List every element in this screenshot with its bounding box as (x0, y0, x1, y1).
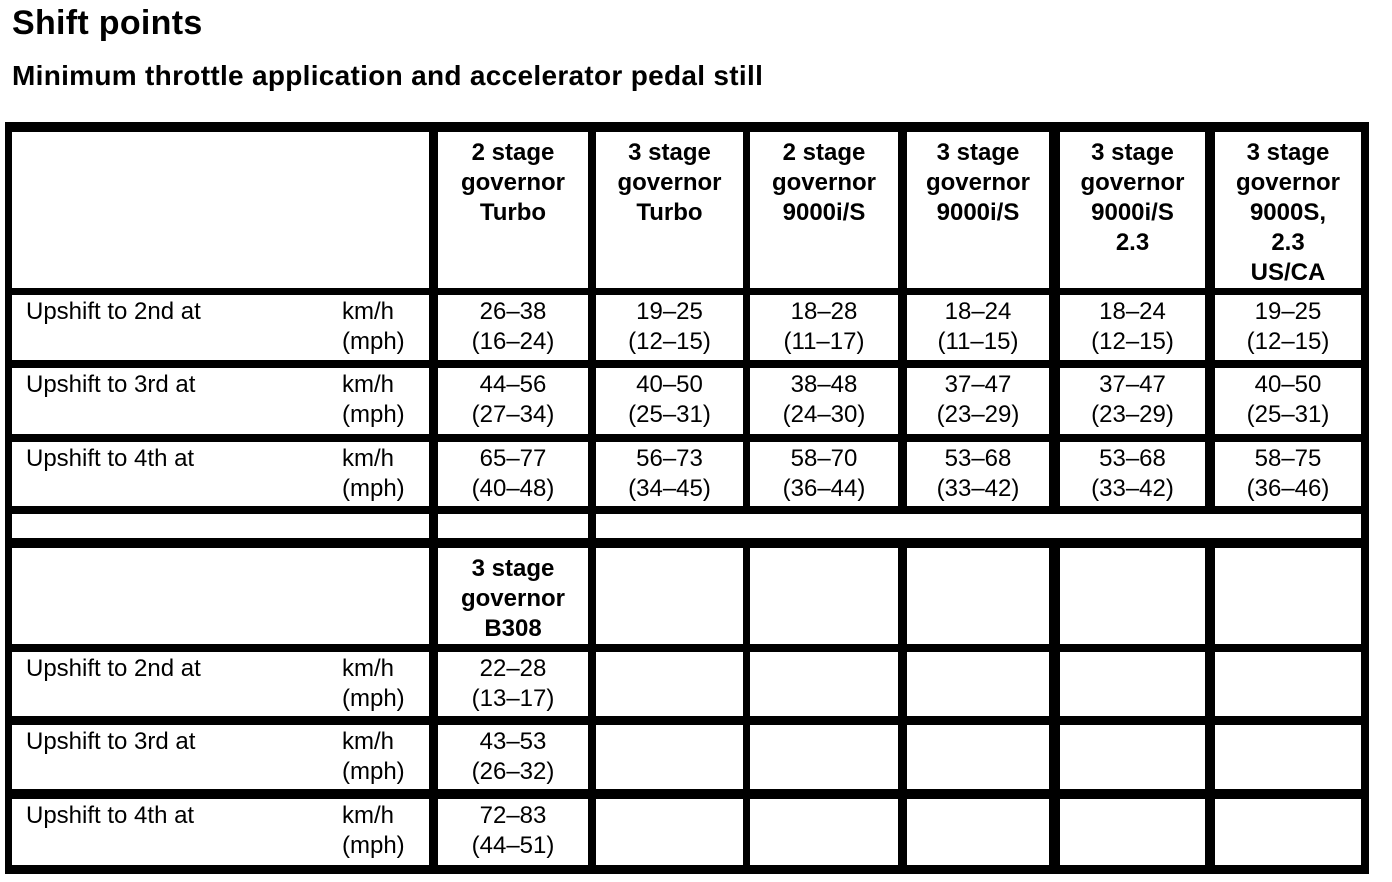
spacer-cell (438, 514, 588, 538)
column-header: 3 stage governor 9000i/S (907, 132, 1049, 288)
empty-cell (907, 548, 1049, 644)
spacer-cell (596, 514, 1361, 538)
column-header: 3 stage governor 9000S, 2.3 US/CA (1215, 132, 1361, 288)
column-header: 3 stage governor B308 (438, 548, 588, 644)
empty-cell (1215, 799, 1361, 865)
table-cell: 18–24 (11–15) (907, 295, 1049, 360)
empty-cell (750, 799, 898, 865)
empty-cell (1060, 652, 1205, 716)
empty-cell (596, 725, 743, 789)
row-label: Upshift to 3rd at km/h (mph) (12, 725, 429, 789)
row-label: Upshift to 2nd at km/h (mph) (12, 652, 429, 716)
table-cell: 58–75 (36–46) (1215, 442, 1361, 506)
table-cell: 43–53 (26–32) (438, 725, 588, 789)
column-header: 3 stage governor Turbo (596, 132, 743, 288)
table-cell: 53–68 (33–42) (907, 442, 1049, 506)
column-header: 3 stage governor 9000i/S 2.3 (1060, 132, 1205, 288)
table-cell: 65–77 (40–48) (438, 442, 588, 506)
column-header: 2 stage governor Turbo (438, 132, 588, 288)
unit-label: km/h (mph) (342, 371, 405, 428)
table-cell: 38–48 (24–30) (750, 368, 898, 434)
table-cell: 19–25 (12–15) (596, 295, 743, 360)
unit-label: km/h (mph) (342, 445, 405, 502)
shift-points-table (5, 122, 1369, 874)
empty-cell (596, 652, 743, 716)
header-empty-cell (12, 548, 429, 644)
row-label: Upshift to 4th at km/h (mph) (12, 442, 429, 506)
empty-cell (596, 799, 743, 865)
page-title: Shift points (12, 4, 203, 42)
spacer-cell (12, 514, 429, 538)
empty-cell (596, 548, 743, 644)
empty-cell (750, 652, 898, 716)
empty-cell (750, 725, 898, 789)
empty-cell (907, 652, 1049, 716)
empty-cell (1060, 548, 1205, 644)
table-cell: 44–56 (27–34) (438, 368, 588, 434)
empty-cell (907, 725, 1049, 789)
table-cell: 40–50 (25–31) (1215, 368, 1361, 434)
table-cell: 53–68 (33–42) (1060, 442, 1205, 506)
empty-cell (1215, 548, 1361, 644)
column-header: 2 stage governor 9000i/S (750, 132, 898, 288)
table-cell: 58–70 (36–44) (750, 442, 898, 506)
unit-label: km/h (mph) (342, 802, 405, 859)
unit-label: km/h (mph) (342, 728, 405, 785)
row-label: Upshift to 4th at km/h (mph) (12, 799, 429, 865)
table-cell: 18–28 (11–17) (750, 295, 898, 360)
table-cell: 18–24 (12–15) (1060, 295, 1205, 360)
unit-label: km/h (mph) (342, 298, 405, 355)
table-cell: 72–83 (44–51) (438, 799, 588, 865)
header-empty-cell (12, 132, 429, 288)
table-cell: 40–50 (25–31) (596, 368, 743, 434)
table-cell: 56–73 (34–45) (596, 442, 743, 506)
empty-cell (1215, 725, 1361, 789)
empty-cell (1060, 799, 1205, 865)
empty-cell (907, 799, 1049, 865)
unit-label: km/h (mph) (342, 655, 405, 712)
empty-cell (750, 548, 898, 644)
page-subtitle: Minimum throttle application and accelerator pedal still (12, 60, 764, 91)
table-cell: 26–38 (16–24) (438, 295, 588, 360)
table-cell: 37–47 (23–29) (907, 368, 1049, 434)
empty-cell (1215, 652, 1361, 716)
empty-cell (1060, 725, 1205, 789)
table-cell: 37–47 (23–29) (1060, 368, 1205, 434)
row-label: Upshift to 3rd at km/h (mph) (12, 368, 429, 434)
table-cell: 19–25 (12–15) (1215, 295, 1361, 360)
table-cell: 22–28 (13–17) (438, 652, 588, 716)
row-label: Upshift to 2nd at km/h (mph) (12, 295, 429, 360)
